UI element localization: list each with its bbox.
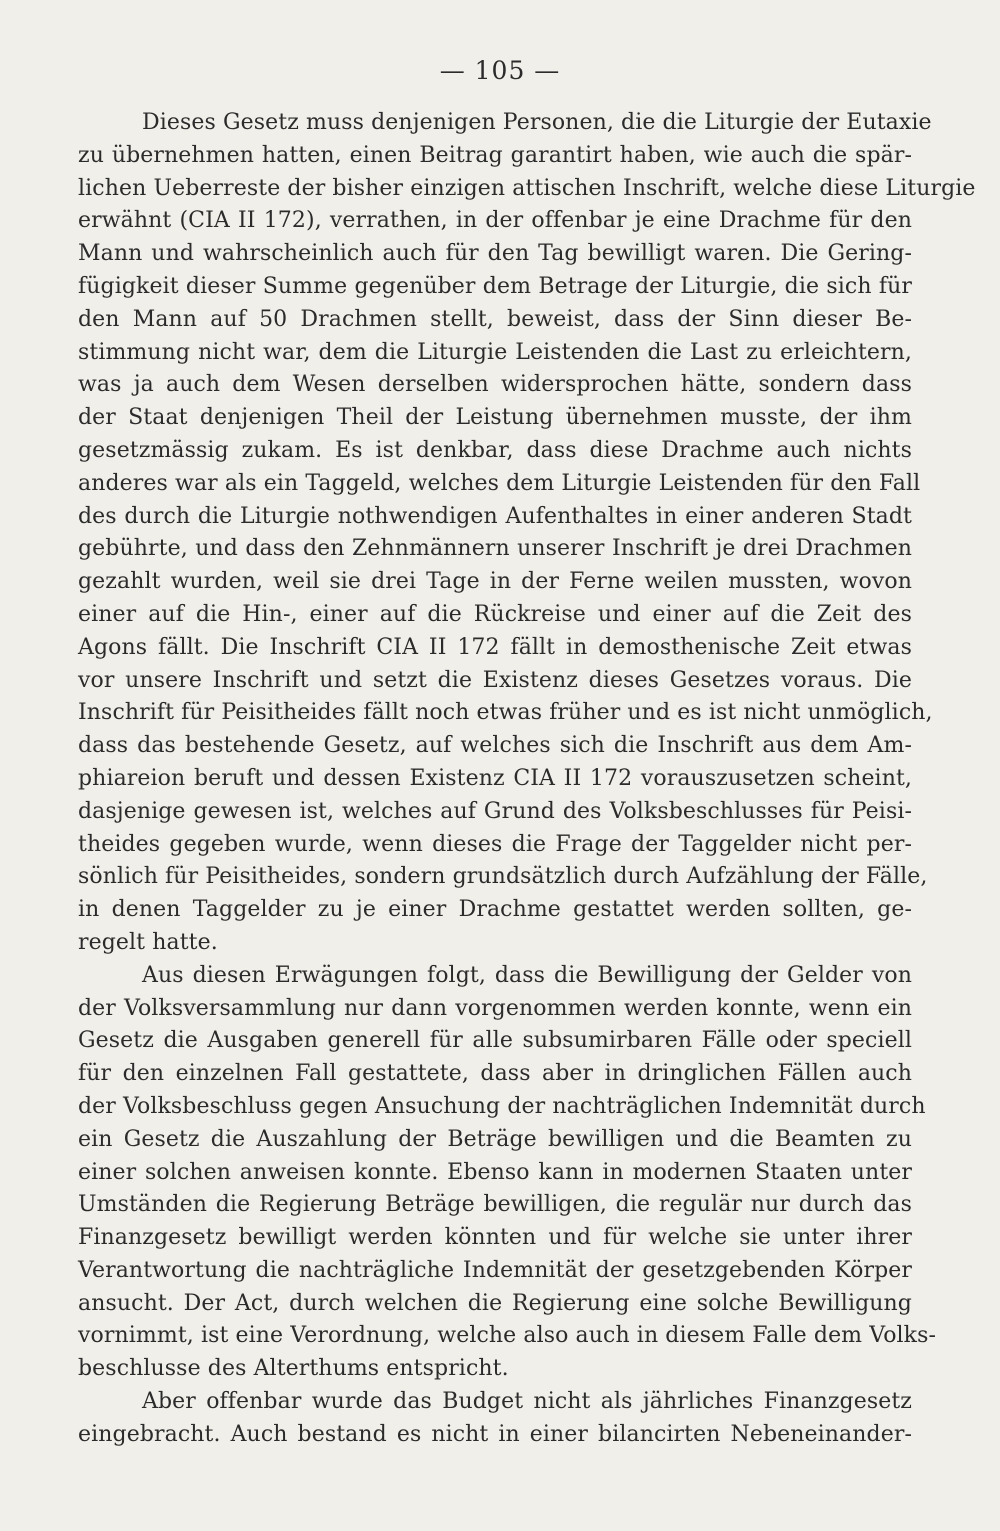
body-text xyxy=(78,107,976,1452)
paragraph-3 xyxy=(78,1386,912,1452)
paragraph-1 xyxy=(78,107,976,960)
text-line: Agons fällt. Die Inschrift CIA II 172 fällt in demosthenische Zeit etwas xyxy=(78,634,912,660)
text-line: dasjenige gewesen ist, welches auf Grund des Volksbeschlusses für Peisi- xyxy=(78,798,912,824)
text-line: lichen Ueberreste der bisher einzigen attischen Inschrift, welche diese Liturgie xyxy=(78,175,976,201)
text-line: Aber offenbar wurde das Budget nicht als jährliches Finanzgesetz xyxy=(142,1389,912,1415)
text-line: eingebracht. Auch bestand es nicht in einer bilancirten Nebeneinander- xyxy=(78,1421,912,1447)
text-line: regelt hatte. xyxy=(78,929,218,955)
text-line: vor unsere Inschrift und setzt die Existenz dieses Gesetzes voraus. Die xyxy=(78,667,912,693)
text-line: anderes war als ein Taggeld, welches dem Liturgie Leistenden für den Fall xyxy=(78,470,921,496)
text-line: den Mann auf 50 Drachmen stellt, beweist, dass der Sinn dieser Be- xyxy=(78,306,912,332)
text-line: dass das bestehende Gesetz, auf welches sich die Inschrift aus dem Am- xyxy=(78,733,912,759)
text-line: zu übernehmen hatten, einen Beitrag garantirt haben, wie auch die spär- xyxy=(78,142,912,168)
text-line: ansucht. Der Act, durch welchen die Regierung eine solche Bewilligung xyxy=(78,1290,912,1316)
text-line: gezahlt wurden, weil sie drei Tage in der Ferne weilen mussten, wovon xyxy=(78,569,912,595)
text-line: erwähnt (CIA II 172), verrathen, in der offenbar je eine Drachme für den xyxy=(78,208,912,234)
text-line: für den einzelnen Fall gestattete, dass aber in dringlichen Fällen auch xyxy=(78,1061,912,1087)
text-line: Verantwortung die nachträgliche Indemnität der gesetzgebenden Körper xyxy=(78,1257,912,1283)
text-line: phiareion beruft und dessen Existenz CIA II 172 vorauszusetzen scheint, xyxy=(78,765,912,791)
text-line: gesetzmässig zukam. Es ist denkbar, dass diese Drachme auch nichts xyxy=(78,437,912,463)
text-line: stimmung nicht war, dem die Liturgie Leistenden die Last zu erleichtern, xyxy=(78,339,912,365)
text-line: des durch die Liturgie nothwendigen Aufenthaltes in einer anderen Stadt xyxy=(78,503,912,529)
text-line: Dieses Gesetz muss denjenigen Personen, die die Liturgie der Eutaxie xyxy=(142,110,932,135)
text-line: in denen Taggelder zu je einer Drachme gestattet werden sollten, ge- xyxy=(78,897,912,923)
paragraph-2 xyxy=(78,960,937,1386)
text-line: theides gegeben wurde, wenn dieses die Frage der Taggelder nicht per- xyxy=(78,831,912,857)
text-line: beschlusse des Alterthums entspricht. xyxy=(78,1356,509,1382)
text-line: vornimmt, ist eine Verordnung, welche also auch in diesem Falle dem Volks- xyxy=(78,1323,937,1349)
text-line: ein Gesetz die Auszahlung der Beträge bewilligen und die Beamten zu xyxy=(78,1126,912,1152)
page-number: — 105 — xyxy=(439,56,561,85)
text-line: der Staat denjenigen Theil der Leistung übernehmen musste, der ihm xyxy=(78,405,912,431)
text-line: Aus diesen Erwägungen folgt, dass die Bewilligung der Gelder von xyxy=(142,962,912,988)
text-line: Umständen die Regierung Beträge bewilligen, die regulär nur durch das xyxy=(78,1192,912,1218)
text-line: einer auf die Hin-, einer auf die Rückreise und einer auf die Zeit des xyxy=(78,601,912,627)
text-line: Inschrift für Peisitheides fällt noch etwas früher und es ist nicht unmöglich, xyxy=(78,700,933,726)
text-line: gebührte, und dass den Zehnmännern unserer Inschrift je drei Drachmen xyxy=(78,536,912,562)
text-line: Mann und wahrscheinlich auch für den Tag bewilligt waren. Die Gering- xyxy=(78,241,912,267)
text-line: Gesetz die Ausgaben generell für alle subsumirbaren Fälle oder speciell xyxy=(78,1028,912,1054)
text-line: der Volksversammlung nur dann vorgenommen werden konnte, wenn ein xyxy=(78,995,912,1021)
text-line: der Volksbeschluss gegen Ansuchung der nachträglichen Indemnität durch xyxy=(78,1093,926,1119)
text-line: sönlich für Peisitheides, sondern grundsätzlich durch Aufzählung der Fälle, xyxy=(78,864,928,890)
text-line: was ja auch dem Wesen derselben widersprochen hätte, sondern dass xyxy=(78,372,912,398)
text-line: fügigkeit dieser Summe gegenüber dem Betrage der Liturgie, die sich für xyxy=(78,273,912,299)
text-line: einer solchen anweisen konnte. Ebenso kann in modernen Staaten unter xyxy=(78,1159,912,1185)
text-line: Finanzgesetz bewilligt werden könnten und für welche sie unter ihrer xyxy=(78,1225,912,1251)
